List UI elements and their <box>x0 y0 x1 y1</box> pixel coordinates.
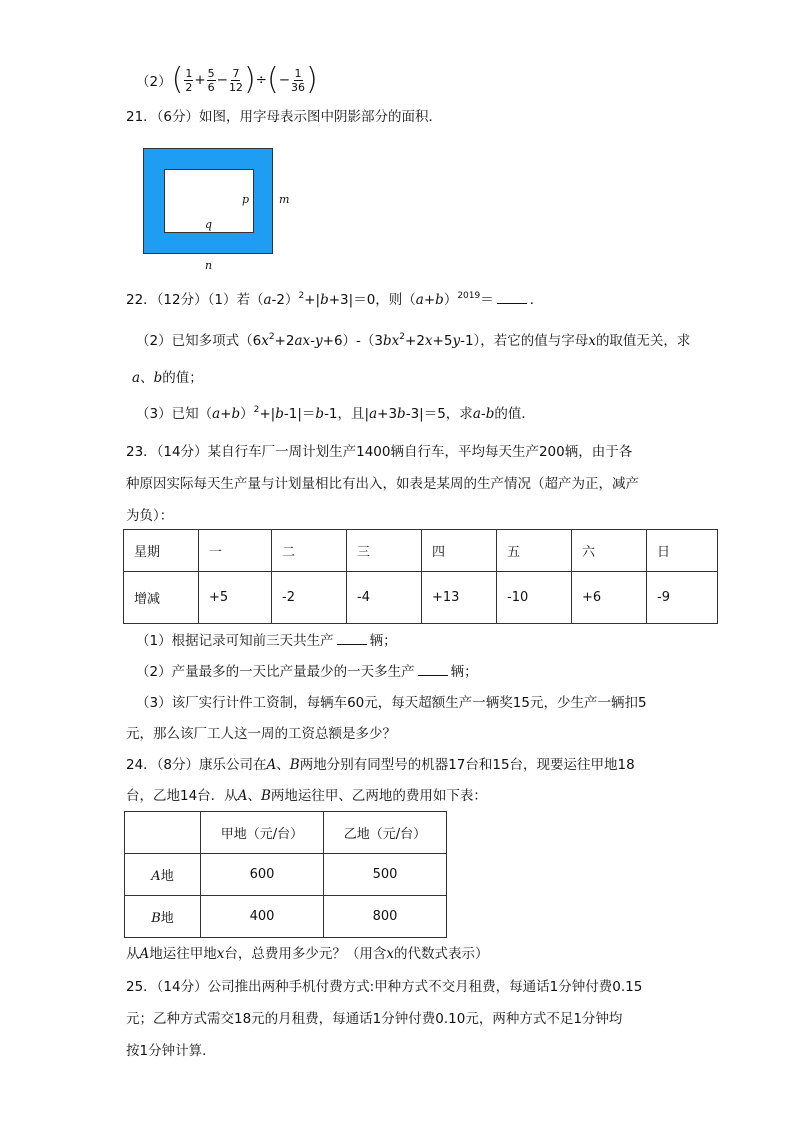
label-p: p <box>242 193 250 206</box>
fraction: $\frac{7}{12}$ <box>228 66 243 94</box>
left-paren: ( <box>171 62 184 97</box>
q22-part1: 22．（12分）（1）若$(a-2)^2+|b+3|=0$，则$(a+b)^{2019}=$ ． <box>126 291 544 308</box>
q25-line2: 元；乙种方式需交18元的月租费，每通话1分钟付费0.10元，两种方式不足1分钟均 <box>126 1011 623 1027</box>
q23-line1: 23．（14分）某自行车厂一周计划生产1400辆自行车，平均每天生产200辆，由于各 <box>126 444 633 460</box>
shipping-cost-table <box>124 811 447 938</box>
q22-part3: （3）已知$(a+b)^2+|b-1|=b-1$，且|a+3b-3|＝5，求a-b的值． <box>136 405 535 422</box>
answer-blank <box>337 632 367 645</box>
answer-blank <box>497 291 527 304</box>
label-m: m <box>279 193 290 206</box>
q24-line1: 24．（8分）康乐公司在A、B两地分别有同型号的机器17台和15台，现要运往甲地18 <box>126 757 635 773</box>
q25-line3: 按1分钟计算． <box>126 1043 216 1059</box>
q23-sub2: （2）产量最多的一天比产量最少的一天多生产 辆； <box>136 664 478 680</box>
q24-line2: 台，乙地14台．从A、B两地运往甲、乙两地的费用如下表： <box>126 788 487 804</box>
label-q: q <box>205 218 213 231</box>
table-row: 甲地（元/台） 乙地（元/台） <box>125 812 447 854</box>
left-paren: ( <box>266 62 279 97</box>
q22-part2-cont: a、b的值； <box>132 370 203 386</box>
q20-part2-expression: （2） ( $\frac{1}{2}$ + $\frac{5}{6}$ − $\frac{7}{12}$ ) ÷ ( − $\frac{1}{36}$ ) <box>136 62 318 97</box>
q25-line1: 25．（14分）公司推出两种手机付费方式:甲种方式不交月租费，每通话1分钟付费0.15 <box>126 979 643 995</box>
right-paren: ) <box>306 62 318 97</box>
q23-sub3-line1: （3）该厂实行计件工资制，每辆车60元，每天超额生产一辆奖15元，少生产一辆扣5 <box>136 695 647 711</box>
table-row: B地 400 800 <box>125 896 447 938</box>
fraction: $\frac{1}{2}$ <box>185 66 193 94</box>
right-paren: ) <box>243 62 256 97</box>
q23-sub3-line2: 元，那么该厂工人这一周的工资总额是多少？ <box>126 726 396 742</box>
q23-line2: 种原因实际每天生产量与计划量相比有出入，如表是某周的生产情况（超产为正，减产 <box>126 476 639 492</box>
q22-part2: （2）已知多项式$(6x^2+2ax-y+6)-(3bx^2+2x+5y-1)$，若它的值与字母x的取值无关，求 <box>136 332 691 349</box>
label-n: n <box>205 259 213 272</box>
q23-line3: 为负）： <box>126 508 174 524</box>
q21-text: 21．（6分）如图，用字母表示图中阴影部分的面积． <box>126 109 443 125</box>
fraction: $\frac{5}{6}$ <box>207 66 215 94</box>
answer-blank <box>418 663 448 676</box>
table-row: 星期 一 二 三 四 五 六 日 <box>124 530 718 572</box>
q20-part2-label: （2） <box>136 74 172 90</box>
q24-question: 从A地运往甲地x台，总费用多少元？（用含x的代数式表示） <box>126 946 489 962</box>
q23-sub1: （1）根据记录可知前三天共生产 辆； <box>136 633 397 649</box>
table-row: A地 600 500 <box>125 854 447 896</box>
production-table <box>123 529 718 624</box>
fraction: $\frac{1}{36}$ <box>291 66 305 94</box>
table-row: 增减 +5 -2 -4 +13 -10 +6 -9 <box>124 572 718 624</box>
